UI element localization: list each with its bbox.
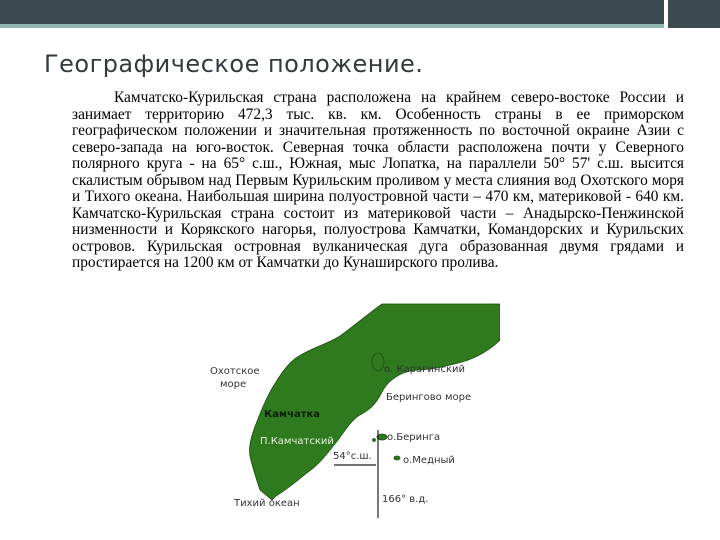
karaginsky-label: о. Карагинский bbox=[384, 364, 466, 375]
top-accent-line bbox=[0, 24, 664, 28]
okhotsk-sea-label-1: Охотское bbox=[210, 366, 260, 377]
longitude-label: 166° в.д. bbox=[382, 494, 429, 505]
karaginsky-island bbox=[372, 353, 384, 371]
slide-body-paragraph bbox=[72, 90, 684, 272]
latitude-label: 54°с.ш. bbox=[333, 451, 372, 462]
bering-island-label: о.Беринга bbox=[387, 432, 441, 443]
pacific-label: Тихий океан bbox=[234, 498, 300, 509]
slide-body-text: Камчатско-Курильская страна расположена на крайнем северо-востоке России и занимает территорию 472,3 тыс. кв. км. Особенность страны в ее приморском географическом положении и значительная протяженность по восточной окраине Азии с северо-запада на юго-восток. Северная точка области расположена почти у Северного полярного круга - на 65° с.ш., Южная, мыс Лопатка, на параллели 50° 57' с.ш. высится скалистым обрывом над Первым Курильским проливом у места слияния вод Охотского моря и Тихого океана. Наибольшая ширина полуостровной части – 470 км, материковой - 640 км. Камчатско-Курильская страна состоит из материковой части – Анадырско-Пенжинской низменности и Корякского нагорья, полуострова Камчатки, Командорских и Курильских островов. Курильская островная вулканическая дуга образованная двумя грядами и простирается на 1200 км от Камчатки до Кунаширского пролива. bbox=[72, 89, 684, 271]
top-dark-band-right bbox=[668, 0, 720, 28]
kamchatka-label: Камчатка bbox=[264, 409, 321, 420]
petropavlovsk-label: П.Камчатский bbox=[260, 436, 334, 447]
bering-sea-label: Берингово море bbox=[386, 392, 472, 403]
top-decoration-bar bbox=[0, 0, 720, 34]
slide-title: Географическое положение. bbox=[44, 50, 424, 78]
medny-island-label: о.Медный bbox=[403, 455, 455, 466]
small-islet bbox=[373, 439, 376, 442]
medny-island bbox=[394, 456, 400, 460]
okhotsk-sea-label-2: море bbox=[220, 379, 247, 390]
kamchatka-map bbox=[200, 300, 500, 520]
